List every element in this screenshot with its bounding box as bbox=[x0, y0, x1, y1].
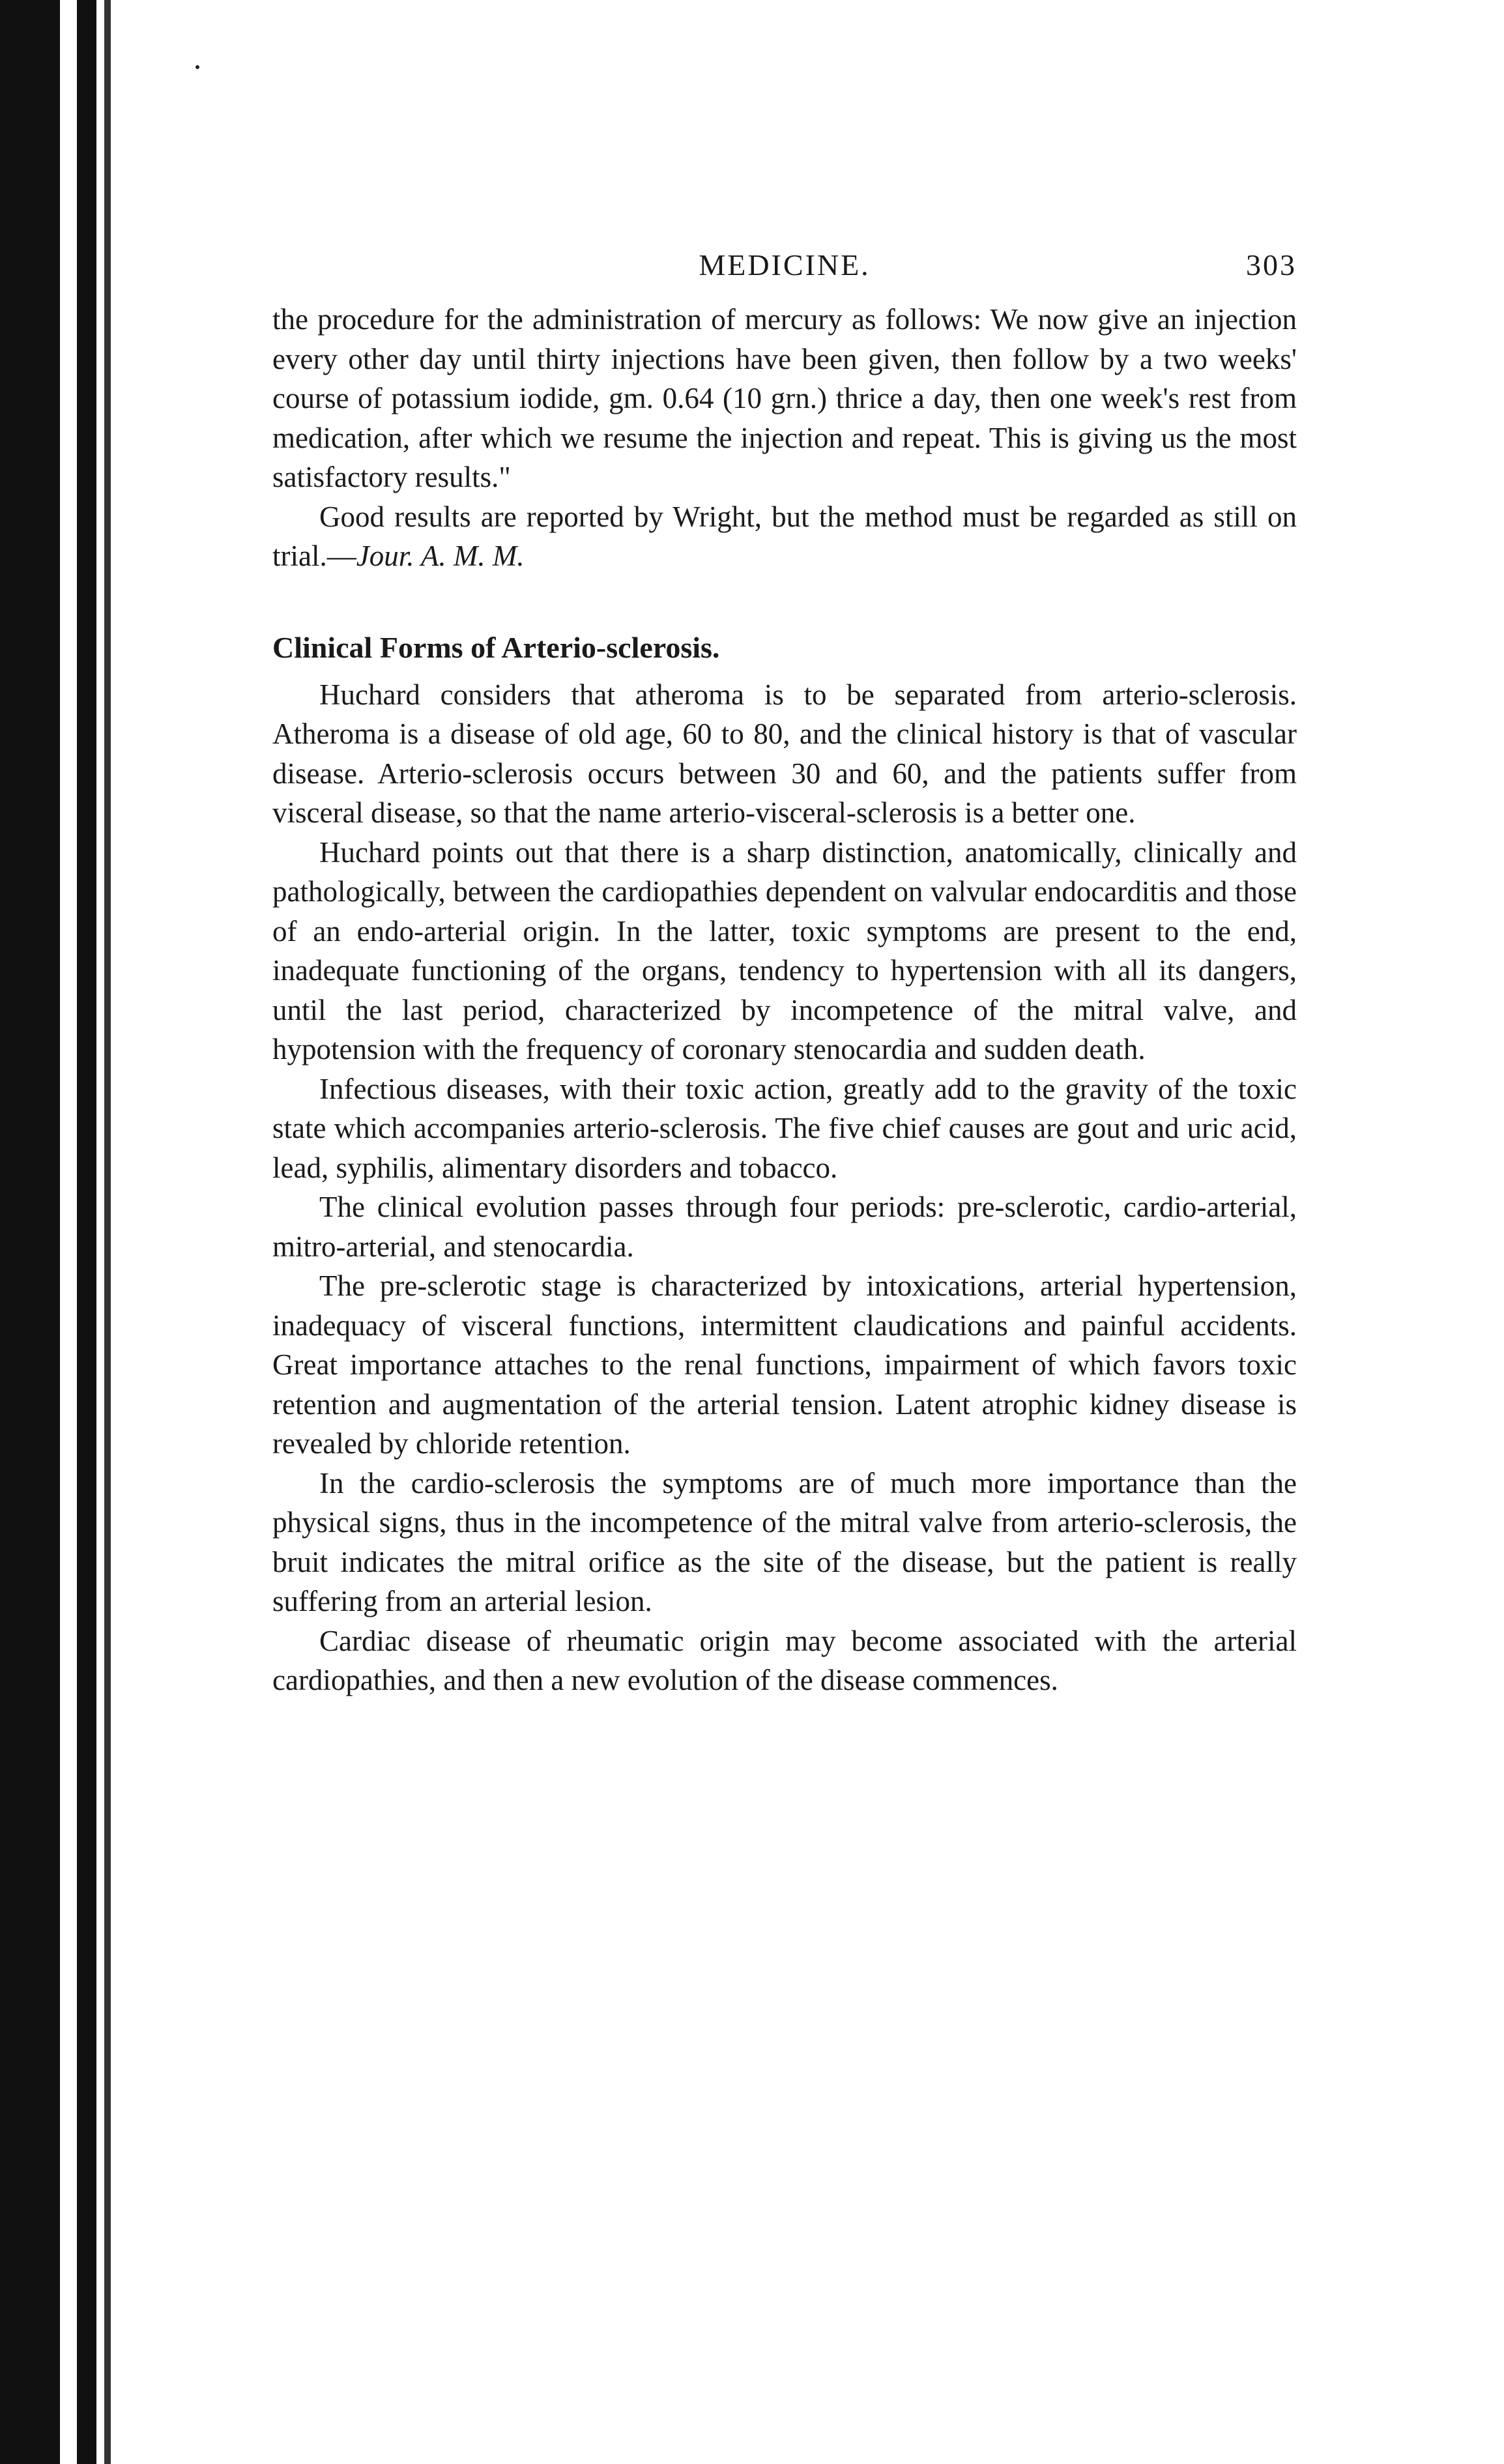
paragraph-clinical-evolution: The clinical evolution passes through four periods: pre-sclerotic, cardio-arterial, mitro-arterial, and stenocardia. bbox=[272, 1191, 1297, 1263]
section-heading: Clinical Forms of Arterio-sclerosis. bbox=[272, 630, 720, 664]
paragraph-cardio-sclerosis: In the cardio-sclerosis the symptoms are of much more importance than the physical signs, thus in the incompetence of the mitral valve from arterio-sclerosis, the bruit indicates the mitral orifice as the site of the disease, but the patient is really suffering from an arterial lesion. bbox=[272, 1466, 1297, 1617]
binding-shadow-middle bbox=[77, 0, 96, 2464]
paragraph-huchard-distinction: Huchard points out that there is a sharp distinction, anatomically, clinically and pathologically, between the cardiopathies dependent on valvular endocarditis and those of an endo-arterial origin. In the latter, toxic symptoms are present to the end, inadequate functioning of the organs, tendency to hypertension with all its dangers, until the last period, characterized by incompetence of the mitral valve, and hypotension with the frequency of coronary stenocardia and sudden death. bbox=[272, 835, 1297, 1065]
book-binding-edge bbox=[0, 0, 124, 2464]
scan-speck bbox=[195, 65, 199, 69]
paragraph-continued: the procedure for the administration of mercury as follows: We now give an injection every other day until thirty injections have been given, then follow by a two weeks' course of potassium iodide, gm. 0.64 (10 grn.) thrice a day, then one week's rest from medication, after which we resume the injection and repeat. This is giving us the most satisfactory results." bbox=[272, 303, 1297, 493]
binding-shadow-outer bbox=[0, 0, 60, 2464]
page-number: 303 bbox=[1246, 248, 1297, 282]
page-title: MEDICINE. bbox=[699, 248, 871, 282]
paragraph-wright bbox=[272, 497, 1297, 576]
running-head bbox=[272, 248, 1297, 300]
paragraph-pre-sclerotic: The pre-sclerotic stage is characterized by intoxications, arterial hypertension, inadequacy of visceral functions, intermittent claudications and painful accidents. Great importance attaches to the renal functions, impairment of which favors toxic retention and augmentation of the arterial tension. Latent atrophic kidney disease is revealed by chloride retention. bbox=[272, 1269, 1297, 1460]
binding-shadow-inner bbox=[104, 0, 111, 2464]
paragraph-wright-text: Good results are reported by Wright, but the method must be regarded as still on trial.— bbox=[272, 500, 1297, 572]
citation: Jour. A. M. M. bbox=[356, 540, 525, 572]
paragraph-infectious-diseases: Infectious diseases, with their toxic action, greatly add to the gravity of the toxic state which accompanies arterio-sclerosis. The five chief causes are gout and uric acid, lead, syphilis, alimentary disorders and tobacco. bbox=[272, 1072, 1297, 1184]
paragraph-rheumatic-origin: Cardiac disease of rheumatic origin may become associated with the arterial cardiopathies, and then a new evolution of the disease commences. bbox=[272, 1624, 1297, 1696]
book-page bbox=[272, 248, 1297, 1700]
paragraph-huchard-atheroma: Huchard considers that atheroma is to be separated from arterio-sclerosis. Atheroma is a disease of old age, 60 to 80, and the clinical history is that of vascular disease. Arterio-sclerosis occurs between 30 and 60, and the patients suffer from visceral disease, so that the name arterio-visceral-sclerosis is a better one. bbox=[272, 678, 1297, 829]
